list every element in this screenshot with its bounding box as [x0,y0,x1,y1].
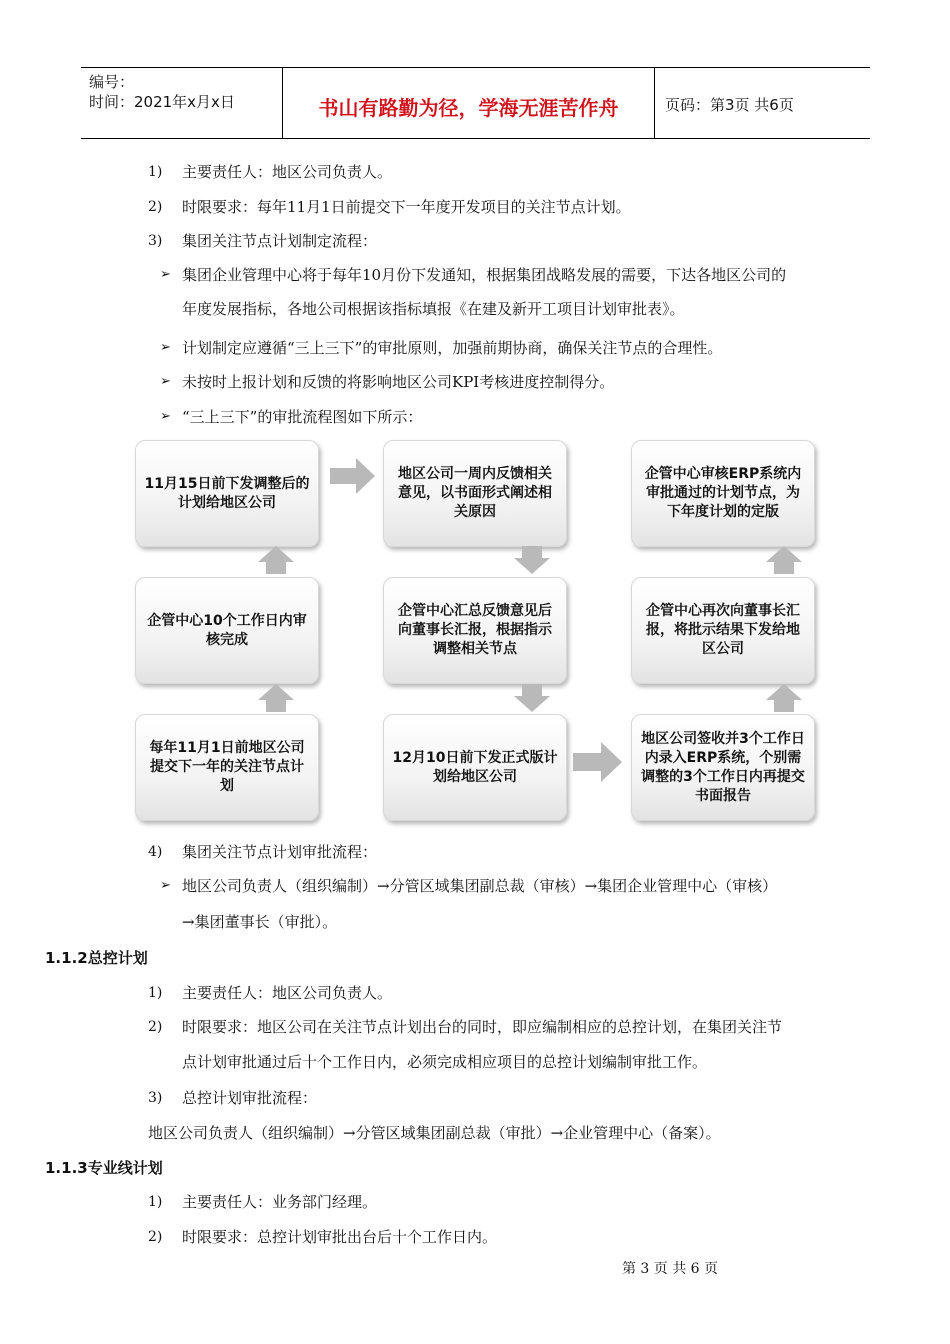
list-number: 3) [148,1090,163,1106]
list-number: 1) [148,164,163,180]
list-item-text: 主要责任人：业务部门经理。 [182,1193,378,1211]
arrow-up-icon [766,684,802,712]
flow-step-box: 11月15日前下发调整后的计划给地区公司 [135,440,319,547]
list-item-text: 总控计划审批流程： [182,1089,318,1107]
bullet-text: 未按时上报计划和反馈的将影响地区公司KPI考核进度控制得分。 [182,373,615,391]
arrow-right-icon [573,742,623,782]
flow-step-box: 企管中心审核ERP系统内审批通过的计划节点，为下年度计划的定版 [631,440,815,547]
flow-step-box: 12月10日前下发正式版计划给地区公司 [383,714,567,821]
list-item-text: 主要责任人：地区公司负责人。 [182,163,393,181]
list-item-text-continued: 点计划审批通过后十个工作日内，必须完成相应项目的总控计划编制审批工作。 [182,1053,708,1071]
list-number: 1) [148,1194,163,1210]
list-number: 2) [148,1229,163,1245]
flow-step-box: 企管中心10个工作日内审核完成 [135,577,319,684]
bullet-arrow-icon: ➢ [160,267,171,282]
section-heading: 1.1.2总控计划 [45,949,148,967]
list-number: 4) [148,844,163,860]
document-time-label: 时间：2021年x月x日 [89,93,235,111]
header-motto: 书山有路勤为径，学海无涯苦作舟 [318,96,619,120]
arrow-down-icon [514,684,550,712]
bullet-arrow-icon: ➢ [160,878,171,893]
flow-step-box: 每年11月1日前地区公司提交下一年的关注节点计划 [135,714,319,821]
bullet-text-continued: 年度发展指标，各地公司根据该指标填报《在建及新开工项目计划审批表》。 [182,300,685,318]
document-number-label: 编号： [89,73,135,91]
arrow-right-icon [330,458,376,494]
section-heading: 1.1.3专业线计划 [45,1159,163,1177]
flow-text: 地区公司负责人（组织编制）→分管区域集团副总裁（审批）→企业管理中心（备案）。 [148,1124,721,1142]
bullet-text-continued: →集团董事长（审批）。 [182,913,338,931]
bullet-text: “三上三下”的审批流程图如下所示： [182,408,423,426]
flow-step-box: 地区公司签收并3个工作日内录入ERP系统，个别需调整的3个工作日内再提交书面报告 [631,714,815,821]
page-footer: 第 3 页 共 6 页 [621,1261,719,1277]
page-header [81,67,870,139]
arrow-up-icon [258,684,294,712]
flow-step-box: 企管中心汇总反馈意见后向董事长汇报，根据指示调整相关节点 [383,577,567,684]
bullet-text: 计划制定应遵循“三上三下”的审批原则，加强前期协商，确保关注节点的合理性。 [182,339,723,357]
list-number: 3) [148,233,163,249]
list-number: 1) [148,985,163,1001]
bullet-arrow-icon: ➢ [160,374,171,389]
bullet-text: 地区公司负责人（组织编制）→分管区域集团副总裁（审核）→集团企业管理中心（审核） [182,877,778,895]
arrow-up-icon [766,546,802,574]
list-number: 2) [148,199,163,215]
list-item-text: 集团关注节点计划审批流程： [182,843,378,861]
flow-step-box: 企管中心再次向董事长汇报，将批示结果下发给地区公司 [631,577,815,684]
header-meta-cell [81,68,283,138]
list-item-text: 时限要求：每年11月1日前提交下一年度开发项目的关注节点计划。 [182,198,631,216]
header-motto-cell [283,68,655,138]
header-page-cell [655,68,870,138]
bullet-arrow-icon: ➢ [160,340,171,355]
arrow-up-icon [258,546,294,574]
list-number: 2) [148,1019,163,1035]
list-item-text: 主要责任人：地区公司负责人。 [182,984,393,1002]
list-item-text: 时限要求：总控计划审批出台后十个工作日内。 [182,1228,498,1246]
bullet-text: 集团企业管理中心将于每年10月份下发通知，根据集团战略发展的需要，下达各地区公司的 [182,266,787,284]
bullet-arrow-icon: ➢ [160,409,171,424]
header-page-number: 页码：第3页 共6页 [665,96,794,114]
list-item-text: 集团关注节点计划制定流程： [182,232,378,250]
arrow-down-icon [514,546,550,574]
flow-step-box: 地区公司一周内反馈相关意见，以书面形式阐述相关原因 [383,440,567,547]
list-item-text: 时限要求：地区公司在关注节点计划出台的同时，即应编制相应的总控计划，在集团关注节 [182,1018,783,1036]
